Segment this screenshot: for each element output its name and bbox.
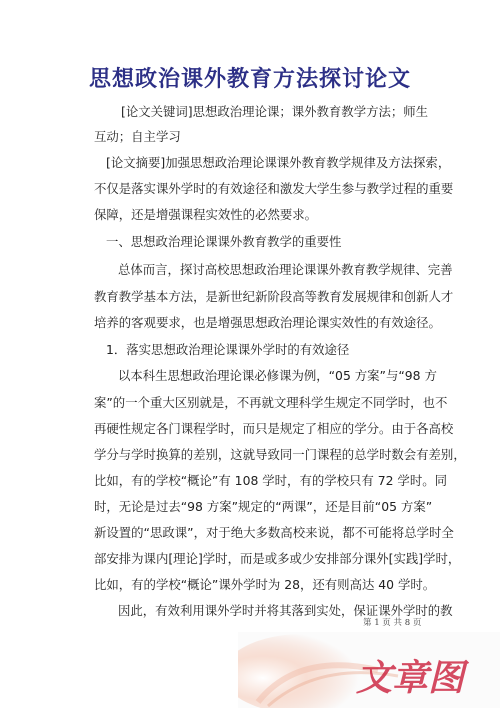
subsection-heading-1: 1．落实思想政治理论课课外学时的有效途径 [106,342,350,357]
paragraph-2-line-6: 时，无论是过去“98 方案”规定的“两课”，还是目前“05 方案” [94,499,433,514]
paragraph-2-line-8: 部安排为课内[理论]学时，而是或多或少安排部分课外[实践]学时， [94,551,461,566]
paragraph-2-line-2: 案”的一个重大区别就是，不再就文理科学生规定不同学时，也不 [94,395,448,410]
paragraph-3-line-1: 因此，有效利用课外学时并将其落到实处，保证课外学时的教 [118,603,453,618]
keywords-line-2: 互动；自主学习 [94,129,181,144]
watermark-graphic [238,632,500,708]
paragraph-2-line-3: 再硬性规定各门课程学时，而只是规定了相应的学分。由于各高校 [94,421,454,436]
paragraph-2-line-9: 比如，有的学校“概论”课外学时为 28，还有则高达 40 学时。 [94,577,436,592]
page-footer: 第 1 页 共 8 页 [363,618,422,628]
watermark-text: 文章图 [356,657,465,699]
keywords-line-1: [论文关键词]思想政治理论课；课外教育教学方法；师生 [121,104,429,119]
watermark-logo [238,632,500,708]
paragraph-1-line-1: 总体而言，探讨高校思想政治理论课课外教育教学规律、完善 [118,262,453,277]
paragraph-2-line-4: 学分与学时换算的差别，这就导致同一门课程的总学时数会有差别， [94,447,466,462]
section-heading-1: 一、思想政治理论课课外教育教学的重要性 [106,234,342,249]
document-title: 思想政治课外教育方法探讨论文 [88,66,411,92]
abstract-line-1: [论文摘要]加强思想政治理论课课外教育教学规律及方法探索， [106,155,451,170]
paragraph-2-line-5: 比如，有的学校“概论”有 108 学时，有的学校只有 72 学时。同 [94,473,447,488]
paragraph-1-line-2: 教育教学基本方法，是新世纪新阶段高等教育发展规律和创新人才 [94,289,454,304]
paragraph-2-line-1: 以本科生思想政治理论课必修课为例，“05 方案”与“98 方 [118,368,437,383]
abstract-line-3: 保障，还是增强课程实效性的必然要求。 [94,207,318,222]
paragraph-2-line-7: 新设置的“思政课”，对于绝大多数高校来说，都不可能将总学时全 [94,525,454,540]
paragraph-1-line-3: 培养的客观要求，也是增强思想政治理论课实效性的有效途径。 [94,315,441,330]
abstract-line-2: 不仅是落实课外学时的有效途径和激发大学生参与教学过程的重要 [94,181,454,196]
